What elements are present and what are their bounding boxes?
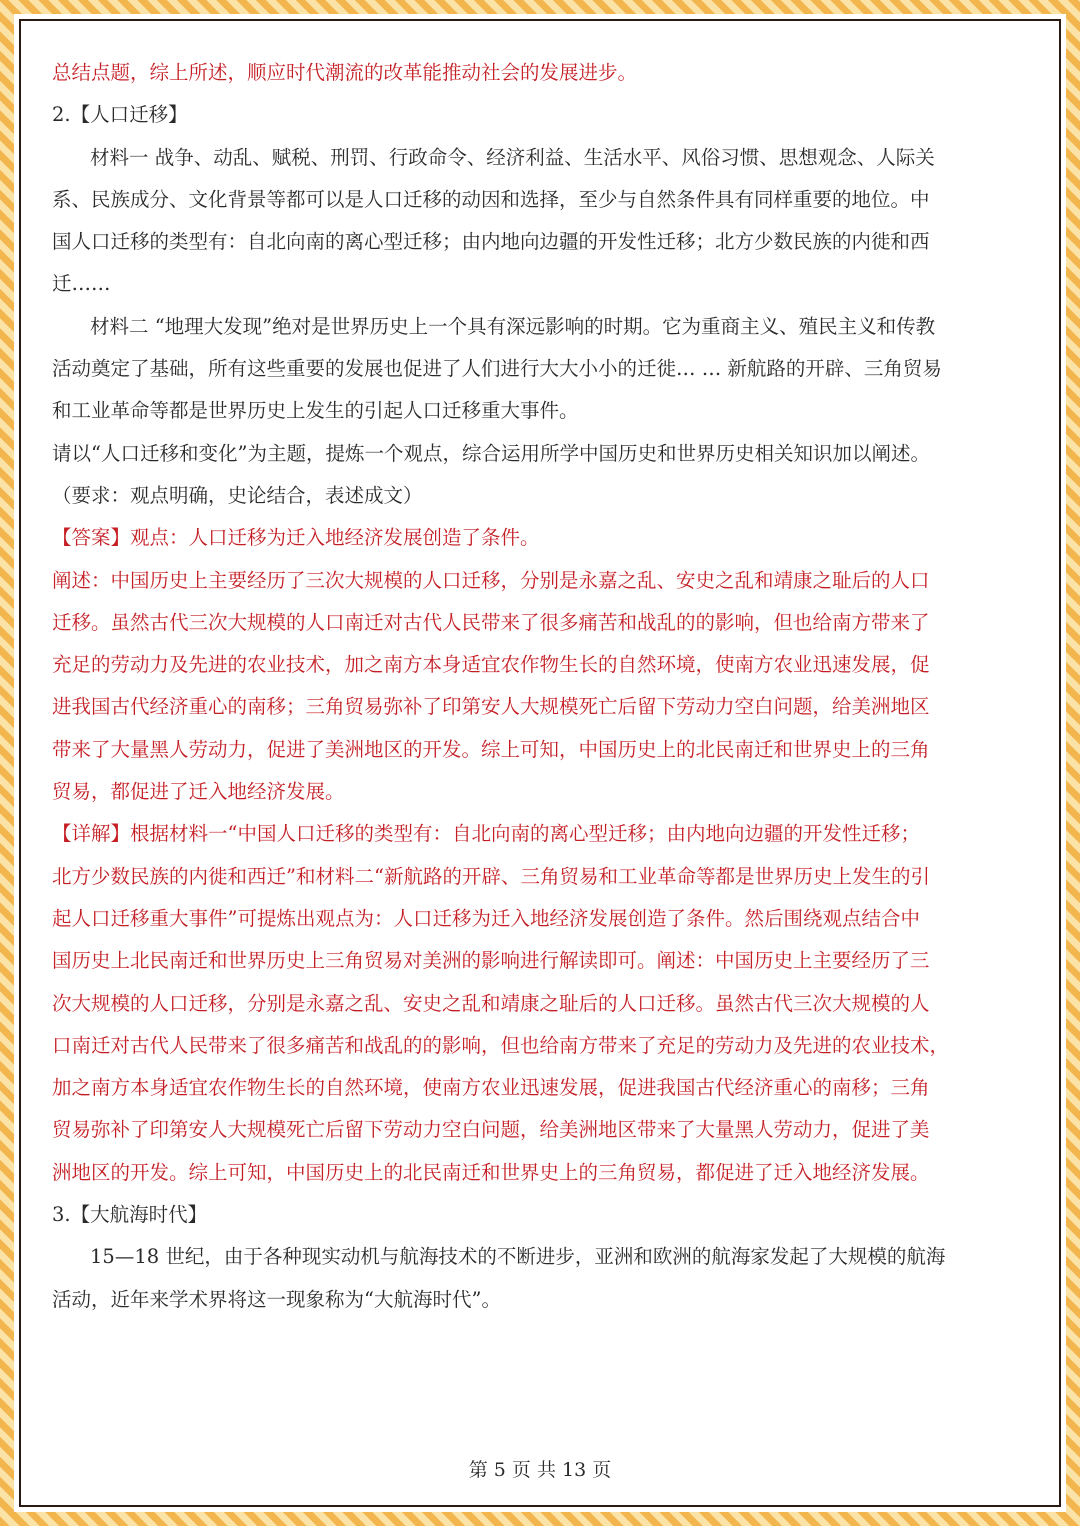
text-line: 国人口迁移的类型有：自北向南的离心型迁移；由内地向边疆的开发性迁移；北方少数民族的内徙和西 <box>52 230 930 254</box>
text-line: 北方少数民族的内徙和西迁”和材料二“新航路的开辟、三角贸易和工业革命等都是世界历史上发生的引 <box>52 864 930 888</box>
text-line: 洲地区的开发。综上可知，中国历史上的北民南迁和世界史上的三角贸易，都促进了迁入地经济发展。 <box>52 1160 930 1184</box>
text-line: 加之南方本身适宜农作物生长的自然环境，使南方农业迅速发展，促进我国古代经济重心的南移；三角 <box>52 1076 930 1100</box>
text-line: 系、民族成分、文化背景等都可以是人口迁移的动因和选择，至少与自然条件具有同样重要的地位。中 <box>52 187 930 211</box>
text-line: 进我国古代经济重心的南移；三角贸易弥补了印第安人大规模死亡后留下劳动力空白问题，给美洲地区 <box>52 695 930 719</box>
text-line: 充足的劳动力及先进的农业技术，加之南方本身适宜农作物生长的自然环境，使南方农业迅速发展，促 <box>52 653 930 677</box>
text-line: 材料二 “地理大发现”绝对是世界历史上一个具有深远影响的时期。它为重商主义、殖民主义和传教 <box>90 314 936 338</box>
text-line: 活动，近年来学术界将这一现象称为“大航海时代”。 <box>52 1287 501 1311</box>
text-line: 次大规模的人口迁移，分别是永嘉之乱、安史之乱和靖康之耻后的人口迁移。虽然古代三次大规模的人 <box>52 991 930 1015</box>
text-line: 迁移。虽然古代三次大规模的人口南迁对古代人民带来了很多痛苦和战乱的的影响，但也给南方带来了 <box>52 610 930 634</box>
text-line: 和工业革命等都是世界历史上发生的引起人口迁移重大事件。 <box>52 399 579 423</box>
text-line: 请以“人口迁移和变化”为主题，提炼一个观点，综合运用所学中国历史和世界历史相关知识加以阐述。 <box>52 441 930 465</box>
text-line: 15—18 世纪，由于各种现实动机与航海技术的不断进步，亚洲和欧洲的航海家发起了大规模的航海 <box>90 1245 946 1269</box>
document-body <box>52 52 1038 1321</box>
page-number: 第 5 页 共 13 页 <box>468 1459 612 1481</box>
text-line: 口南迁对古代人民带来了很多痛苦和战乱的的影响，但也给南方带来了充足的劳动力及先进的农业技术， <box>52 1033 950 1057</box>
text-line: 阐述：中国历史上主要经历了三次大规模的人口迁移，分别是永嘉之乱、安史之乱和靖康之耻后的人口 <box>52 568 930 592</box>
text-line: 贸易弥补了印第安人大规模死亡后留下劳动力空白问题，给美洲地区带来了大量黑人劳动力，促进了美 <box>52 1118 930 1142</box>
text-line: 贸易，都促进了迁入地经济发展。 <box>52 780 345 804</box>
text-line: 迁…… <box>52 272 111 296</box>
text-line: （要求：观点明确，史论结合，表述成文） <box>52 483 423 507</box>
text-line: 总结点题，综上所述，顺应时代潮流的改革能推动社会的发展进步。 <box>52 61 638 84</box>
text-line: 2.【人口迁移】 <box>52 103 188 127</box>
text-line: 国历史上北民南迁和世界历史上三角贸易对美洲的影响进行解读即可。阐述：中国历史上主要经历了三 <box>52 949 930 973</box>
text-line: 【答案】观点：人口迁移为迁入地经济发展创造了条件。 <box>52 526 540 550</box>
text-line: 【详解】根据材料一“中国人口迁移的类型有：自北向南的离心型迁移；由内地向边疆的开发性迁移； <box>52 822 920 846</box>
text-line: 材料一 战争、动乱、赋税、刑罚、行政命令、经济利益、生活水平、风俗习惯、思想观念、人际关 <box>90 145 935 169</box>
text-line: 活动奠定了基础，所有这些重要的发展也促进了人们进行大大小小的迁徙… … 新航路的开辟、三角贸易 <box>52 357 942 381</box>
text-line: 带来了大量黑人劳动力，促进了美洲地区的开发。综上可知，中国历史上的北民南迁和世界史上的三角 <box>52 737 930 761</box>
text-line: 3.【大航海时代】 <box>52 1203 208 1227</box>
text-line: 起人口迁移重大事件”可提炼出观点为：人口迁移为迁入地经济发展创造了条件。然后围绕观点结合中 <box>52 906 920 930</box>
